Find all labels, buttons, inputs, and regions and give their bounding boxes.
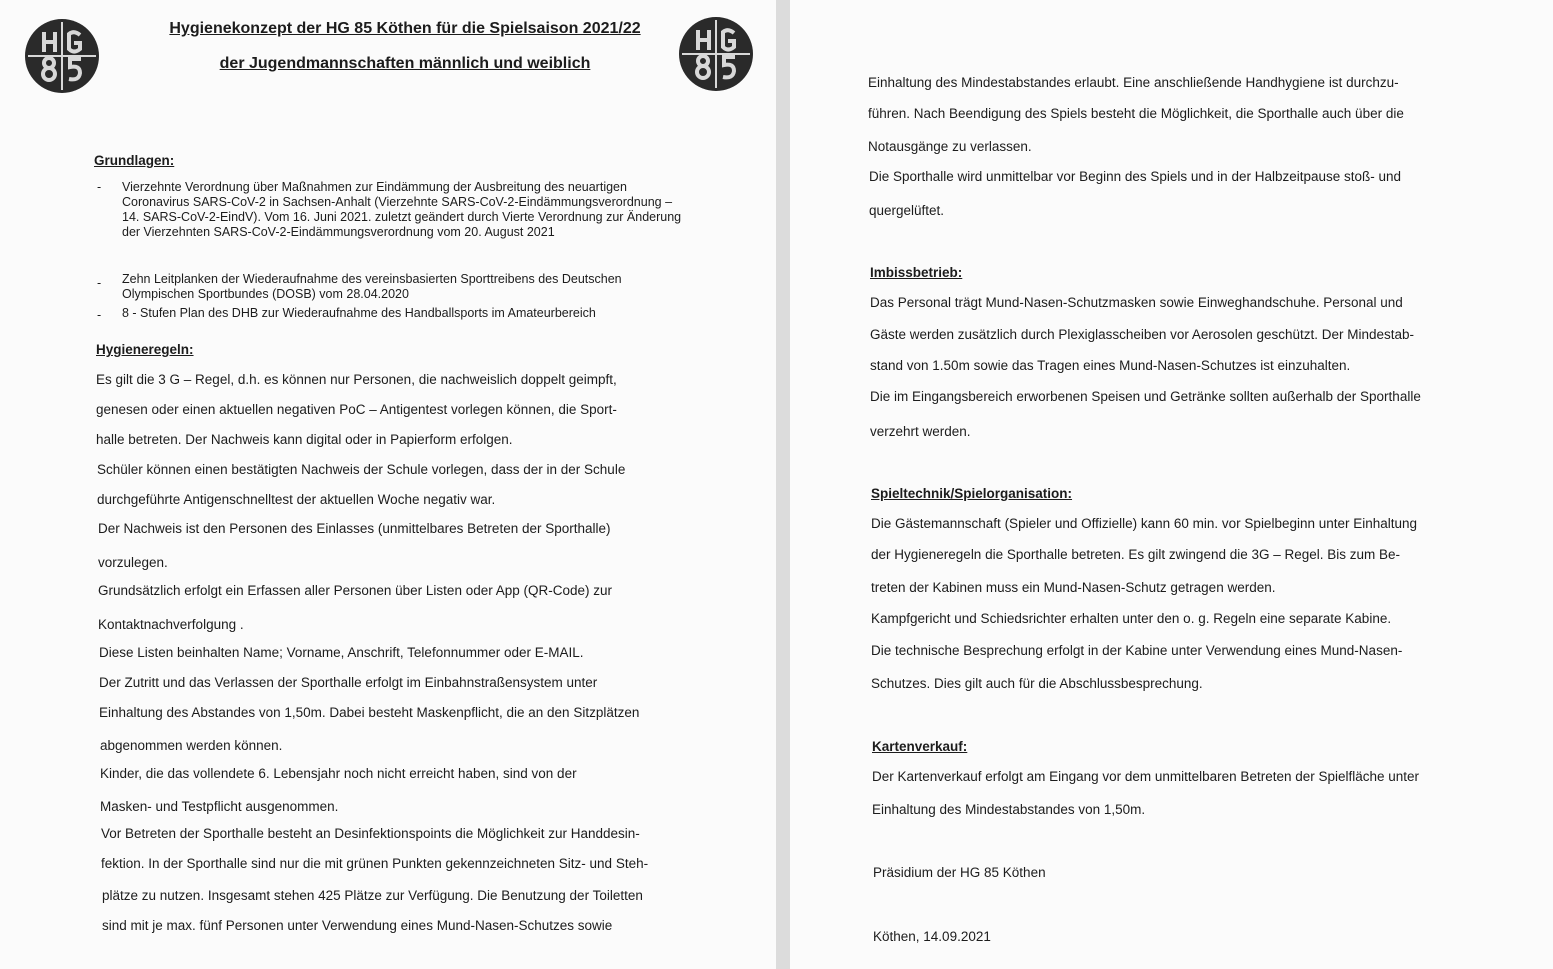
- body-line: Einhaltung des Mindestabstandes von 1,50m.: [872, 802, 1146, 817]
- body-line: Es gilt die 3 G – Regel, d.h. es können nur Personen, die nachweislich doppelt geimpft,: [96, 372, 617, 387]
- body-line: verzehrt werden.: [870, 424, 971, 439]
- body-line: Notausgänge zu verlassen.: [868, 139, 1032, 154]
- body-line: Die Gästemannschaft (Spieler und Offizielle) kann 60 min. vor Spielbeginn unter Einhaltung: [871, 516, 1418, 531]
- body-line: plätze zu nutzen. Insgesamt stehen 425 Plätze zur Verfügung. Die Benutzung der Toiletten: [102, 888, 643, 903]
- body-line: Der Zutritt und das Verlassen der Sporthalle erfolgt im Einbahnstraßensystem unter: [99, 675, 598, 690]
- body-line: quergelüftet.: [869, 203, 945, 218]
- document-title-line1: Hygienekonzept der HG 85 Köthen für die Spielsaison 2021/22: [169, 20, 641, 37]
- body-line: halle betreten. Der Nachweis kann digital oder in Papierform erfolgen.: [96, 432, 513, 447]
- body-line: Einhaltung des Mindestabstandes erlaubt. Eine anschließende Handhygiene ist durchzu-: [868, 75, 1399, 90]
- body-line: genesen oder einen aktuellen negativen PoC – Antigentest vorlegen können, die Sport-: [96, 402, 617, 417]
- document-page-right: [790, 0, 1553, 969]
- body-line: Der Nachweis ist den Personen des Einlasses (unmittelbares Betreten der Sporthalle): [98, 521, 611, 536]
- body-line: vorzulegen.: [98, 555, 168, 570]
- body-line: sind mit je max. fünf Personen unter Verwendung eines Mund-Nasen-Schutzes sowie: [102, 918, 613, 933]
- bullet-dash: -: [97, 276, 102, 290]
- body-line: Kinder, die das vollendete 6. Lebensjahr noch nicht erreicht haben, sind von der: [100, 766, 577, 781]
- body-line: der Hygieneregeln die Sporthalle betreten. Es gilt zwingend die 3G – Regel. Bis zum Be-: [871, 547, 1401, 562]
- body-line: Die technische Besprechung erfolgt in der Kabine unter Verwendung eines Mund-Nasen-: [871, 643, 1403, 658]
- heading-spieltechnik: Spieltechnik/Spielorganisation:: [871, 486, 1073, 501]
- bullet-text: Vierzehnte Verordnung über Maßnahmen zur Eindämmung der Ausbreitung des neuartigen Coronavirus SARS-CoV-2 in Sachsen-Anhalt (Vierzehnte SARS-CoV-2-Eindämmungsverordnung – 14. SARS-CoV-2-EindV). Vom 16. Juni 2021. zuletzt geändert durch Vierte Verordnung zur Änderung der Vierzehnten SARS-CoV-2-Eindämmungsverordnung vom 20. August 2021: [122, 180, 682, 239]
- body-line: Schutzes. Dies gilt auch für die Abschlussbesprechung.: [871, 676, 1203, 691]
- heading-hygieneregeln: Hygieneregeln:: [96, 342, 194, 357]
- heading-grundlagen: Grundlagen:: [94, 153, 175, 168]
- body-line: treten der Kabinen muss ein Mund-Nasen-Schutz getragen werden.: [871, 580, 1276, 595]
- bullet-dash: -: [97, 180, 102, 194]
- hg85-logo-icon: [24, 18, 100, 94]
- body-line: führen. Nach Beendigung des Spiels besteht die Möglichkeit, die Sporthalle auch über die: [868, 106, 1404, 121]
- body-line: Gäste werden zusätzlich durch Plexiglasscheiben vor Aerosolen geschützt. Der Mindestab-: [870, 327, 1415, 342]
- body-line: Kampfgericht und Schiedsrichter erhalten unter den o. g. Regeln eine separate Kabine.: [871, 611, 1392, 626]
- document-title-line2: der Jugendmannschaften männlich und weiblich: [219, 55, 591, 72]
- bullet-dash: -: [97, 308, 102, 322]
- bullet-text: 8 - Stufen Plan des DHB zur Wiederaufnahme des Handballsports im Amateurbereich: [122, 306, 596, 320]
- body-line: Die Sporthalle wird unmittelbar vor Beginn des Spiels und in der Halbzeitpause stoß- und: [869, 169, 1402, 184]
- body-line: Schüler können einen bestätigten Nachweis der Schule vorlegen, dass der in der Schule: [97, 462, 626, 477]
- body-line: stand von 1.50m sowie das Tragen eines Mund-Nasen-Schutzes ist einzuhalten.: [870, 358, 1351, 373]
- hg85-logo-icon: [678, 16, 754, 92]
- body-line: Die im Eingangsbereich erworbenen Speisen und Getränke sollten außerhalb der Sporthalle: [870, 389, 1421, 404]
- club-logo-left: [24, 18, 100, 94]
- body-line: Grundsätzlich erfolgt ein Erfassen aller Personen über Listen oder App (QR-Code) zur: [98, 583, 613, 598]
- body-line: Der Kartenverkauf erfolgt am Eingang vor dem unmittelbaren Betreten der Spielfläche unter: [872, 769, 1420, 784]
- signature: Präsidium der HG 85 Köthen: [873, 865, 1046, 880]
- body-line: Diese Listen beinhalten Name; Vorname, Anschrift, Telefonnummer oder E-MAIL.: [99, 645, 584, 660]
- body-line: Das Personal trägt Mund-Nasen-Schutzmasken sowie Einweghandschuhe. Personal und: [870, 295, 1403, 310]
- body-line: fektion. In der Sporthalle sind nur die mit grünen Punkten gekennzeichneten Sitz- und Steh-: [101, 856, 649, 871]
- body-line: Masken- und Testpflicht ausgenommen.: [100, 799, 339, 814]
- body-line: durchgeführte Antigenschnelltest der aktuellen Woche negativ war.: [97, 492, 496, 507]
- body-line: Kontaktnachverfolgung .: [98, 617, 244, 632]
- body-line: abgenommen werden können.: [100, 738, 283, 753]
- body-line: Vor Betreten der Sporthalle besteht an Desinfektionspoints die Möglichkeit zur Handdesin-: [101, 826, 640, 841]
- document-page-left: [0, 0, 776, 969]
- bullet-text: Zehn Leitplanken der Wiederaufnahme des vereinsbasierten Sporttreibens des Deutschen Olympischen Sportbundes (DOSB) vom 28.04.2020: [122, 272, 622, 301]
- heading-kartenverkauf: Kartenverkauf:: [872, 739, 968, 754]
- club-logo-right: [678, 16, 754, 92]
- body-line: Einhaltung des Abstandes von 1,50m. Dabei besteht Maskenpflicht, die an den Sitzplätzen: [99, 705, 640, 720]
- place-date: Köthen, 14.09.2021: [873, 929, 991, 944]
- heading-imbissbetrieb: Imbissbetrieb:: [870, 265, 963, 280]
